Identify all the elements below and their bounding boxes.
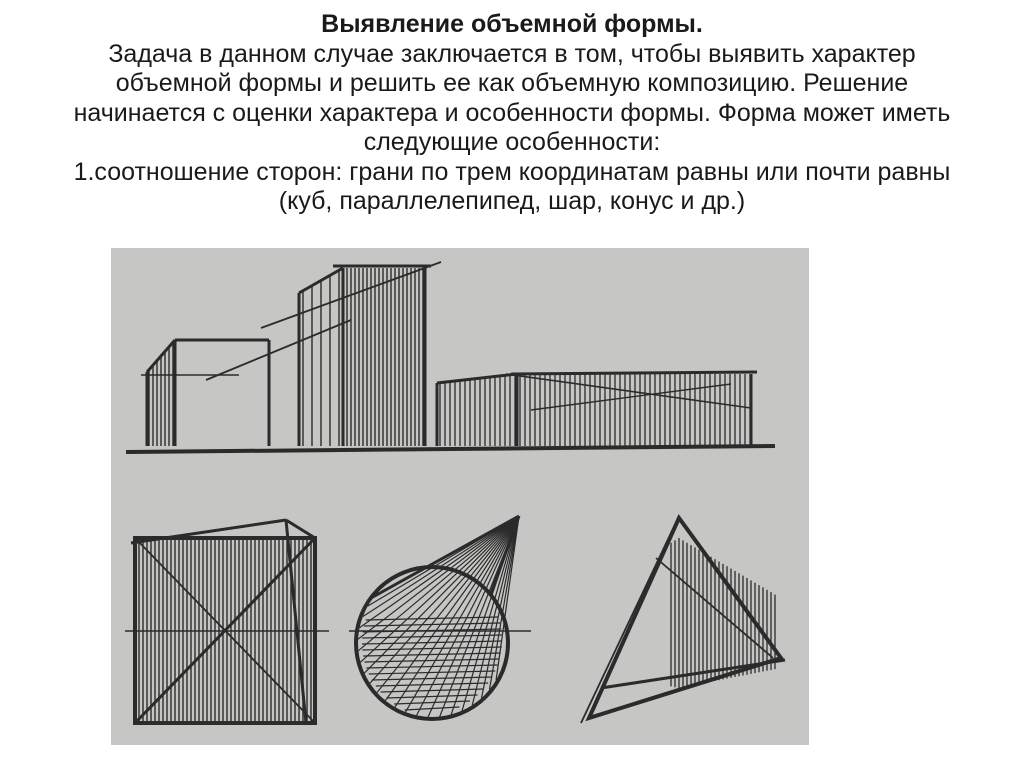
slide-text [0,10,1024,217]
sketch-drawing [111,248,809,745]
sketch-photo [111,248,809,745]
text-line-3: начинается с оценки характера и особенности формы. Форма может иметь [73,98,951,127]
slide-title: Выявление объемной формы. [321,10,703,38]
text-line-2: объемной формы и решить ее как объемную композицию. Решение [115,69,909,97]
text-line-6: (куб, параллелепипед, шар, конус и др.) [278,187,746,215]
square-sketch [125,520,329,723]
text-line-4: следующие особенности: [363,128,661,156]
text-line-1: Задача в данном случае заключается в том, чтобы выявить характер [108,39,916,68]
text-line-5: 1.соотношение сторон: грани по трем координатам равны или почти равны [73,157,951,186]
